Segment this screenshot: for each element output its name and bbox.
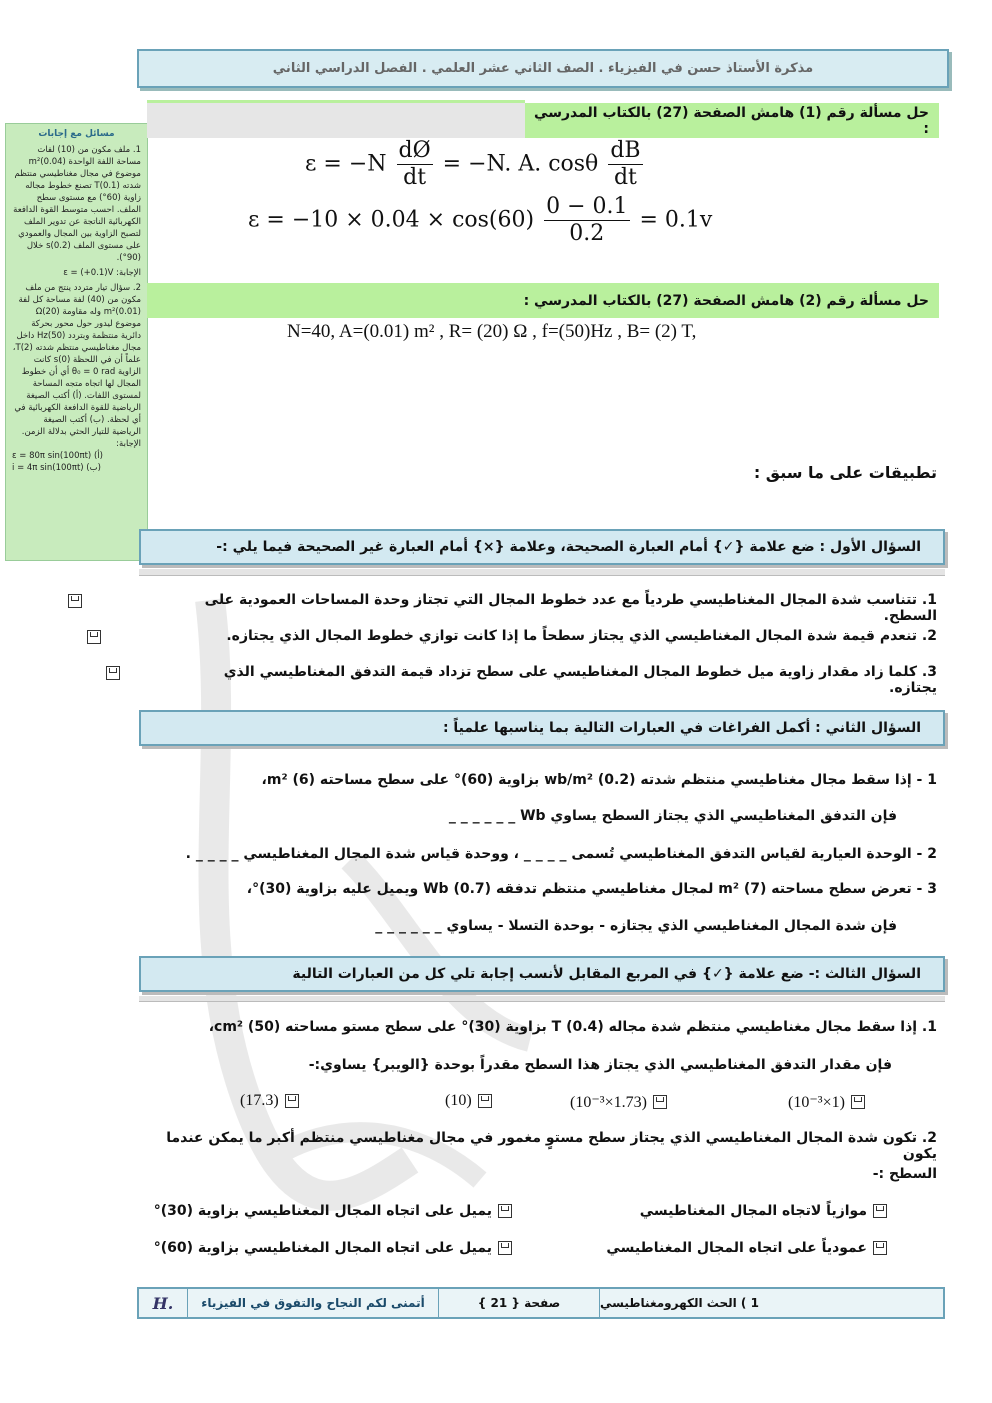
eq1-frac2-num: dB: [610, 138, 641, 163]
sidebar-title: مسائل مع إجابات: [38, 129, 115, 139]
eq2-lhs: ε = −10 × 0.04 × cos(60): [248, 207, 535, 233]
q1-item-2: 2. تنعدم قيمة شدة المجال المغناطيسي الذي يجتاز سطحاً ما إذا كانت توازي خطوط المجال الذي يجتازه.: [226, 628, 937, 644]
q3-bar-shadow: [139, 996, 945, 1002]
eq1-frac1-num: dØ: [398, 138, 431, 163]
eq2-frac-num: 0 − 0.1: [546, 194, 628, 219]
header-title: مذكرة الأستاذ حسن في الفيزياء . الصف الثاني عشر العلمي . الفصل الدراسي الثاني: [272, 61, 814, 76]
q3-item2-option-1[interactable]: [640, 1203, 887, 1219]
page-header: [137, 49, 949, 88]
problem1-title-tail: [147, 103, 525, 138]
q3-item2-option-3[interactable]: [606, 1240, 887, 1256]
q3-title: السؤال الثالث :- ضع علامة {✓} في المربع المقابل لأنسب إجابة تلي كل من العبارات التالية: [292, 966, 921, 982]
sidebar-q1-text: ملف مكون من (10) لفات مساحة اللفة الواحدة (0.04)m² موضوع في مجال مغناطيسي منتظم شدته (0.1)T تصنع خطوط مجاله زاوية (60°) مع مستوى سطح الملف. احسب متوسط القوة الدافعة الكهربائية الناتجة عن تدوير الملف لتصبح الزاوية بين المجال والعمودي على مستوى الملف (0.2)s خلال (90°).: [13, 145, 141, 263]
option-label: (1.73×10⁻³): [570, 1094, 647, 1111]
option-label: يميل على اتجاه المجال المغناطيسي بزاوية (60)°: [153, 1240, 492, 1256]
sidebar-q2-answer-a: ε = 80π sin(100πt) (أ): [12, 451, 103, 461]
applications-title: تطبيقات على ما سبق :: [753, 463, 937, 482]
option-label: (1×10⁻³): [788, 1094, 845, 1111]
q1-title: السؤال الأول : ضع علامة {✓} أمام العبارة الصحيحة، وعلامة {×} أمام العبارة غير الصحيحة فيما يلي :-: [216, 539, 921, 555]
q1-bar-shadow: [139, 569, 945, 576]
answer-checkbox[interactable]: [87, 630, 101, 644]
footer-chapter: 1 ) الحث الكهرومغناطيسي: [600, 1296, 759, 1310]
q2-title-bar: [139, 710, 945, 746]
q3-item1-option-3[interactable]: [445, 1092, 492, 1110]
eq1-lhs: ε = −N: [305, 151, 387, 177]
eq1-frac1: [397, 138, 433, 191]
q1-item-3: 3. كلما زاد مقدار زاوية ميل خطوط المجال المغناطيسي على سطح تزداد قيمة التدفق المغناطيسي الذي يجتازه.: [223, 664, 937, 696]
sidebar-q1-number: 1.: [132, 145, 141, 155]
eq1-frac1-den: dt: [403, 165, 427, 190]
sidebar-q2-number: 2.: [132, 283, 141, 293]
q3-item2-option-2[interactable]: [154, 1203, 512, 1219]
q3-item2-line2: السطح :-: [872, 1166, 937, 1182]
sidebar-q1-answer: الإجابة: ε = (+0.1)V: [63, 268, 141, 278]
eq1-frac2: [608, 138, 642, 191]
option-checkbox[interactable]: [851, 1095, 865, 1109]
q3-item2-option-4[interactable]: [154, 1240, 512, 1256]
answer-checkbox[interactable]: [68, 594, 82, 608]
option-label: يميل على اتجاه المجال المغناطيسي بزاوية (30)°: [153, 1203, 492, 1219]
q3-item1-option-1[interactable]: [788, 1092, 865, 1112]
eq2-frac-den: 0.2: [569, 221, 605, 246]
q3-item1-line1: 1. إذا سقط مجال مغناطيسي منتظم شدة مجاله (0.4) T بزاوية (30)° على سطح مستو مساحته (50) cm²،: [208, 1019, 937, 1035]
option-checkbox[interactable]: [873, 1204, 887, 1218]
problem1-title-bar: [525, 103, 939, 138]
page-footer: [137, 1287, 945, 1319]
q2-title: السؤال الثاني : أكمل الفراغات في العبارات التالية بما يناسبها علمياً :: [442, 720, 921, 736]
option-checkbox[interactable]: [653, 1095, 667, 1109]
option-label: موازياً لاتجاه المجال المغناطيسي: [639, 1203, 867, 1219]
q3-item1-option-4[interactable]: [240, 1092, 299, 1110]
footer-page-number: صفحة { 21 }: [439, 1289, 600, 1317]
eq2-frac: [544, 194, 629, 247]
sidebar-q2: [12, 282, 141, 438]
option-label: (17.3): [240, 1092, 279, 1109]
sidebar-q2-answer-b: i = 4π sin(100πt) (ب): [12, 463, 101, 473]
answer-checkbox[interactable]: [106, 666, 120, 680]
q2-item3-line2: فإن شدة المجال المغناطيسي الذي يجتازه - بوحدة التسلا - يساوي _ _ _ _ _ _: [375, 918, 897, 934]
eq1-mid: = −N. A. cosθ: [442, 151, 599, 177]
q3-item2-line1: 2. تكون شدة المجال المغناطيسي الذي يجتاز سطح مستوٍ مغمور في مجال مغناطيسي منتظم أكبر ما يمكن عندما يكون: [166, 1130, 937, 1162]
equation-1: [305, 138, 646, 191]
problem1-title-top: [147, 100, 525, 103]
sidebar-problems: [5, 123, 148, 561]
option-checkbox[interactable]: [873, 1241, 887, 1255]
problem1-title: حل مسألة رقم (1) هامش الصفحة (27) بالكتاب المدرسي :: [534, 104, 929, 137]
q1-item-1: 1. تتناسب شدة المجال المغناطيسي طردياً مع عدد خطوط المجال التي تجتاز وحدة المساحات العمودية على السطح.: [204, 592, 937, 624]
sidebar-q2-text: سؤال تيار متردد ينتج من ملف مكون من (40) لفة مساحة كل لفة (0.01)m² وله مقاومة (20)Ω موضوع ليدور حول محور بحركة دائرية منتظمة وبتردد (50)Hz داخل مجال مغناطيسي منتظم شدته (2)T، علماً أن في اللحظة (0)s كانت الزاوية θ₀ = 0 rad أي أن خطوط المجال لها اتجاه متجه المساحة لمستوى اللفات. (أ) أكتب الصيغة الرياضية للقوة الدافعة الكهربائية في أي لحظة. (ب) أكتب الصيغة الرياضية للتيار الحثي بدلالة الزمن.: [12, 283, 141, 437]
eq1-frac2-den: dt: [613, 165, 637, 190]
option-checkbox[interactable]: [478, 1094, 492, 1108]
footer-motto: أتمنى لكم النجاح والتفوق في الفيزياء: [188, 1289, 439, 1317]
q2-item3-line1: 3 - تعرض سطح مساحته (7) m² لمجال مغناطيسي منتظم تدفقه (0.7) Wb ويميل عليه بزاوية (30)°،: [246, 881, 937, 897]
problem2-title-bar: [147, 283, 939, 318]
q3-item1-line2: فإن مقدار التدفق المغناطيسي الذي يجتاز هذا السطح مقدراً بوحدة {الويبر} يساوي:-: [308, 1057, 892, 1073]
q2-item1-line1: 1 - إذا سقط مجال مغناطيسي منتظم شدته (0.2) wb/m² بزاوية (60)° على سطح مساحته (6) m²،: [261, 772, 937, 788]
sidebar-q2-answer-label: الإجابة:: [116, 439, 141, 449]
q3-title-bar: [139, 956, 945, 992]
problem2-givens: N=40, A=(0.01) m² , R= (20) Ω , f=(50)Hz , B= (2) T,: [287, 321, 697, 342]
equation-2: [248, 194, 712, 247]
eq2-rhs: = 0.1v: [639, 207, 713, 233]
q1-title-bar: [139, 529, 945, 565]
q3-item1-option-2[interactable]: [570, 1092, 667, 1112]
option-label: (10): [445, 1092, 472, 1109]
option-checkbox[interactable]: [498, 1204, 512, 1218]
problem2-title: حل مسألة رقم (2) هامش الصفحة (27) بالكتاب المدرسي :: [523, 292, 929, 309]
option-checkbox[interactable]: [285, 1094, 299, 1108]
q2-item2-line1: 2 - الوحدة العيارية لقياس التدفق المغناطيسي تُسمى _ _ _ _ ، ووحدة قياس شدة المجال المغناطيسي _ _ _ _ .: [185, 846, 937, 862]
sidebar-q1: [12, 144, 141, 264]
q2-item1-line2: فإن التدفق المغناطيسي الذي يجتاز السطح يساوي Wb _ _ _ _ _ _: [448, 808, 897, 824]
footer-logo: H.: [139, 1289, 188, 1317]
option-label: عمودياً على اتجاه المجال المغناطيسي: [606, 1240, 867, 1256]
option-checkbox[interactable]: [498, 1241, 512, 1255]
